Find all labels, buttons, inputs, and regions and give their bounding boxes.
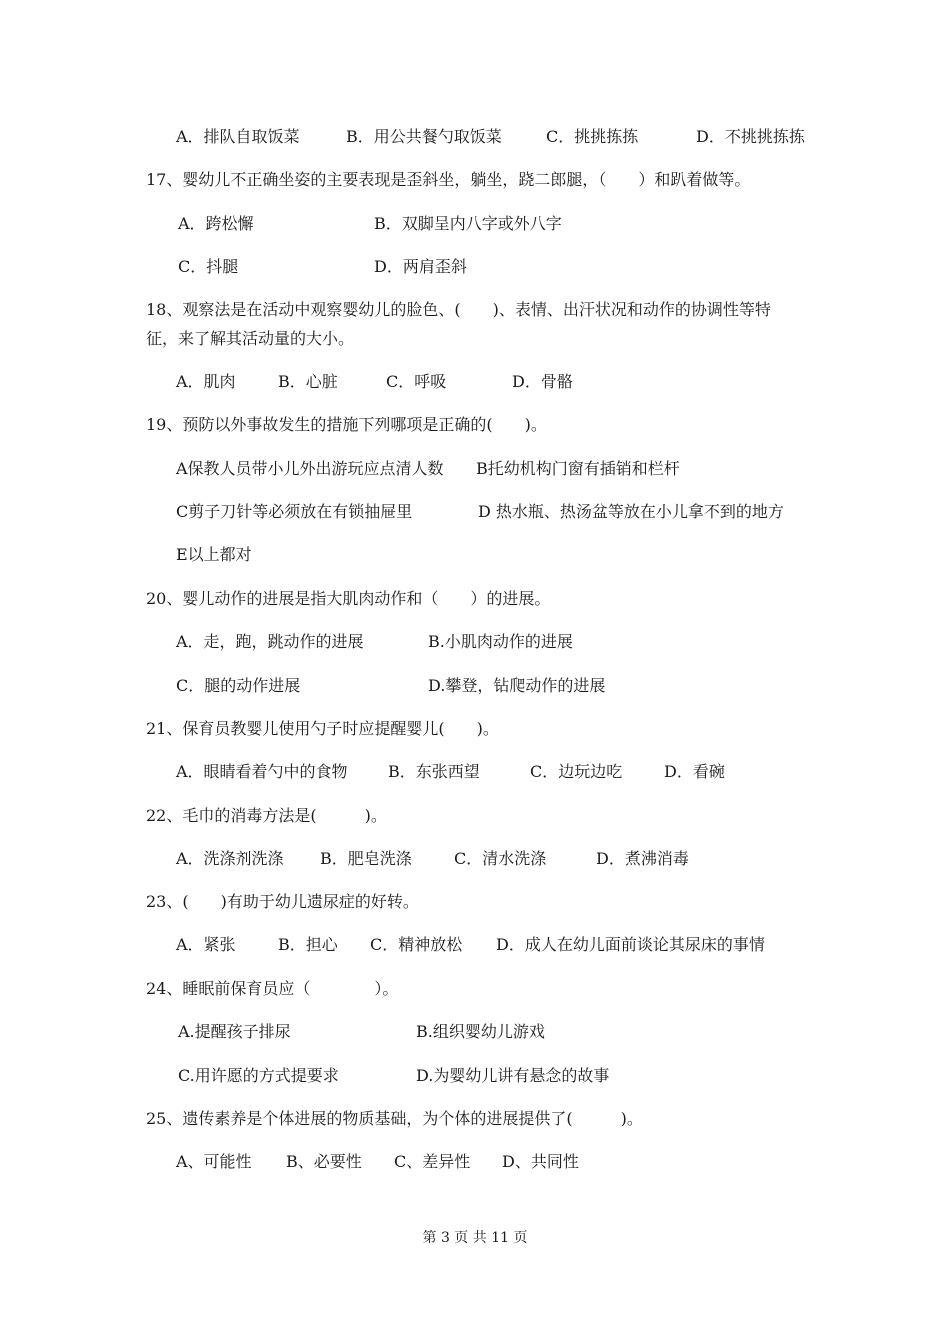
q19-option-d: D 热水瓶、热汤盆等放在小儿拿不到的地方 — [478, 502, 784, 521]
q24-option-b: B.组织婴幼儿游戏 — [416, 1022, 545, 1041]
q17-option-b: B．双脚呈内八字或外八字 — [374, 214, 562, 233]
question-19: 19、预防以外事故发生的措施下列哪项是正确的( )。 — [146, 415, 547, 434]
q20-option-d: D.攀登，钻爬动作的进展 — [428, 676, 606, 695]
q19-option-b: B托幼机构门窗有插销和栏杆 — [476, 459, 680, 478]
q23-option-c: C．精神放松 — [370, 935, 463, 954]
question-25: 25、遗传素养是个体进展的物质基础，为个体的进展提供了( )。 — [146, 1109, 643, 1128]
q18-option-b: B．心脏 — [278, 372, 338, 391]
q21-option-c: C．边玩边吃 — [530, 762, 623, 781]
q19-option-c: C剪子刀针等必须放在有锁抽屉里 — [176, 502, 413, 521]
q25-option-a: A、可能性 — [176, 1152, 252, 1171]
q23-option-b: B．担心 — [278, 935, 338, 954]
q18-option-d: D．骨骼 — [512, 372, 573, 391]
q19-option-a: A保教人员带小儿外出游玩应点清人数 — [176, 459, 444, 478]
q25-option-d: D、共同性 — [502, 1152, 579, 1171]
q20-option-a: A．走，跑，跳动作的进展 — [176, 632, 364, 651]
q21-option-a: A．眼睛看着勺中的食物 — [176, 762, 348, 781]
q24-option-d: D.为婴幼儿讲有悬念的故事 — [416, 1066, 610, 1085]
q22-option-d: D．煮沸消毒 — [596, 849, 689, 868]
question-23: 23、( )有助于幼儿遗尿症的好转。 — [146, 892, 419, 911]
question-18-line-1: 18、观察法是在活动中观察婴幼儿的脸色、( )、表情、出汗状况和动作的协调性等特 — [146, 300, 771, 319]
question-20: 20、婴儿动作的进展是指大肌肉动作和（ ）的进展。 — [146, 589, 551, 608]
q25-option-c: C、差异性 — [394, 1152, 471, 1171]
question-17: 17、婴幼儿不正确坐姿的主要表现是歪斜坐，躺坐，跷二郎腿，（ ）和趴着做等。 — [146, 170, 751, 189]
q20-option-b: B.小肌肉动作的进展 — [428, 632, 573, 651]
question-22: 22、毛巾的消毒方法是( )。 — [146, 806, 387, 825]
q18-option-a: A．肌肉 — [176, 372, 236, 391]
q17-option-d: D．两肩歪斜 — [374, 257, 467, 276]
q16-option-b: B．用公共餐勺取饭菜 — [346, 127, 502, 146]
q18-option-c: C．呼吸 — [386, 372, 447, 391]
q21-option-b: B．东张西望 — [388, 762, 480, 781]
question-24: 24、睡眠前保育员应（ ）。 — [146, 979, 399, 998]
question-18-line-2: 征，来了解其活动量的大小。 — [146, 329, 355, 348]
q23-option-d: D．成人在幼儿面前谈论其尿床的事情 — [496, 935, 765, 954]
q17-option-a: A．跨松懈 — [178, 214, 254, 233]
q17-option-c: C．抖腿 — [178, 257, 239, 276]
q16-option-d: D．不挑挑拣拣 — [696, 127, 805, 146]
q24-option-c: C.用许愿的方式提要求 — [178, 1066, 339, 1085]
q19-option-e: E以上都对 — [176, 545, 252, 564]
q22-option-a: A．洗涤剂洗涤 — [176, 849, 284, 868]
q16-option-c: C．挑挑拣拣 — [546, 127, 639, 146]
q23-option-a: A．紧张 — [176, 935, 236, 954]
q25-option-b: B、必要性 — [286, 1152, 362, 1171]
q21-option-d: D．看碗 — [664, 762, 725, 781]
q22-option-c: C．清水洗涤 — [454, 849, 547, 868]
page-number-footer: 第 3 页 共 11 页 — [422, 1230, 528, 1246]
q16-option-a: A．排队自取饭菜 — [176, 127, 300, 146]
q22-option-b: B．肥皂洗涤 — [320, 849, 412, 868]
q24-option-a: A.提醒孩子排尿 — [178, 1022, 291, 1041]
question-21: 21、保育员教婴儿使用勺子时应提醒婴儿( )。 — [146, 719, 499, 738]
q20-option-c: C．腿的动作进展 — [176, 676, 301, 695]
